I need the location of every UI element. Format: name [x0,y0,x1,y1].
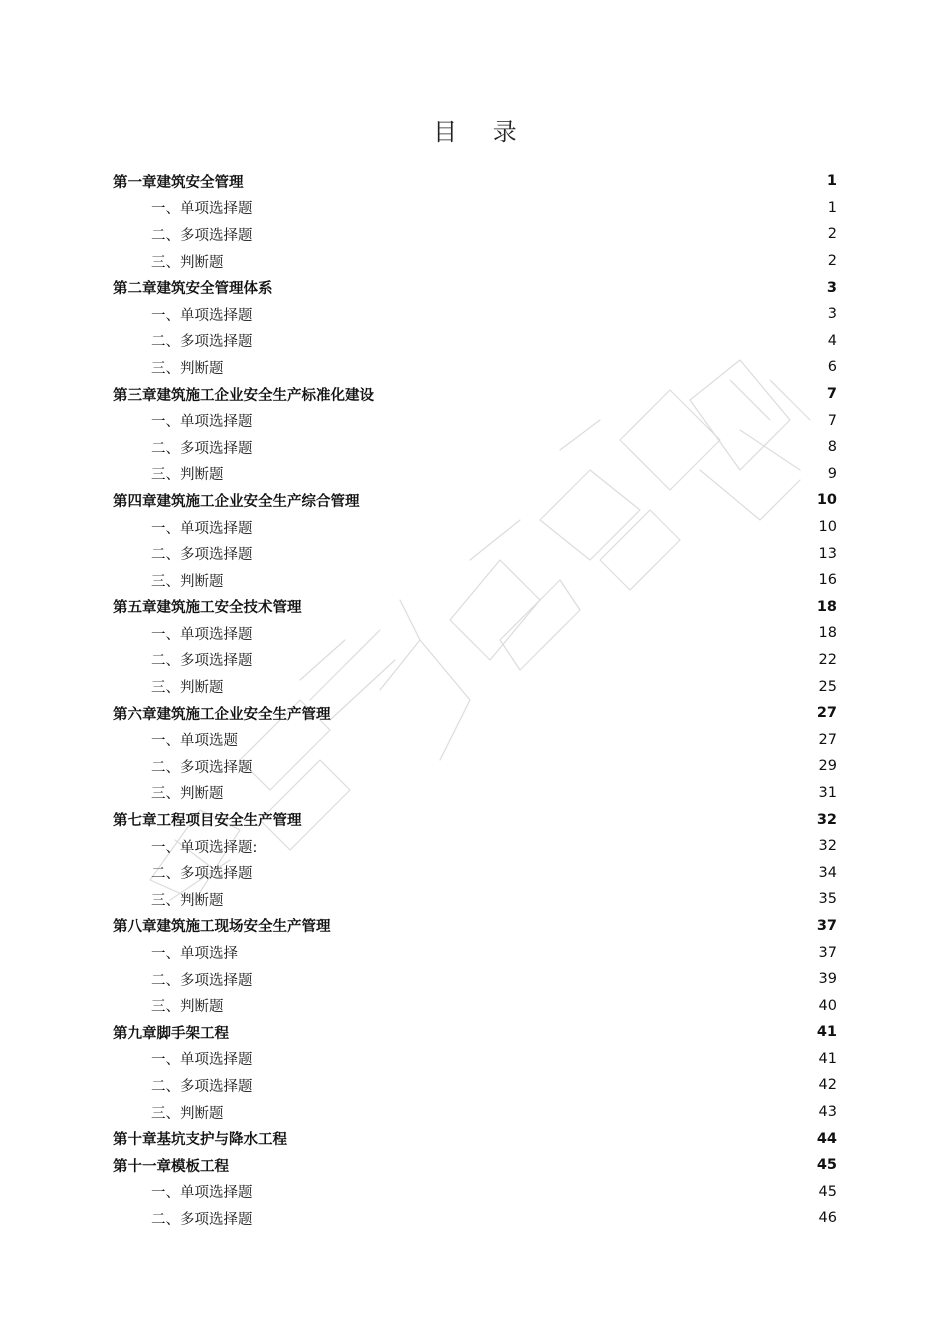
toc-section-entry[interactable] [113,461,837,488]
toc-section-entry[interactable] [113,248,837,275]
toc-entry-label: 第四章建筑施工企业安全生产综合管理 [113,493,360,510]
toc-entry-page-number: 37 [818,944,837,961]
toc-entry-page-number: 13 [818,545,837,562]
toc-section-entry[interactable] [113,301,837,328]
toc-entry-page-number: 9 [827,465,837,482]
toc-entry-page-number: 29 [818,758,837,775]
toc-chapter-entry[interactable] [113,806,837,833]
toc-entry-label: 二、多项选择题 [151,866,253,883]
toc-entry-page-number: 37 [816,917,837,934]
toc-section-entry[interactable] [113,1046,837,1073]
toc-section-entry[interactable] [113,540,837,567]
toc-section-entry[interactable] [113,780,837,807]
toc-entry-page-number: 8 [827,439,837,456]
toc-entry-page-number: 1 [826,173,837,190]
toc-entry-page-number: 10 [818,519,837,536]
toc-entry-page-number: 3 [826,279,837,296]
toc-entry-page-number: 1 [827,199,837,216]
toc-entry-page-number: 43 [818,1104,837,1121]
toc-entry-label: 一、单项选择题 [151,414,253,431]
toc-entry-label: 二、多项选择题 [151,972,253,989]
toc-entry-label: 二、多项选择题 [151,227,253,244]
toc-chapter-entry[interactable] [113,168,837,195]
toc-section-entry[interactable] [113,407,837,434]
toc-entry-page-number: 4 [827,332,837,349]
toc-entry-page-number: 2 [827,253,837,270]
toc-entry-label: 三、判断题 [151,360,224,377]
toc-entry-page-number: 3 [827,306,837,323]
toc-chapter-entry[interactable] [113,700,837,727]
toc-entry-label: 第三章建筑施工企业安全生产标准化建设 [113,387,374,404]
toc-entry-page-number: 32 [816,811,837,828]
toc-section-entry[interactable] [113,939,837,966]
toc-entry-page-number: 41 [818,1050,837,1067]
toc-entry-label: 第七章工程项目安全生产管理 [113,813,302,830]
toc-chapter-entry[interactable] [113,913,837,940]
toc-entry-label: 第八章建筑施工现场安全生产管理 [113,919,331,936]
toc-chapter-entry[interactable] [113,594,837,621]
toc-entry-page-number: 45 [816,1157,837,1174]
toc-entry-page-number: 32 [818,838,837,855]
toc-entry-label: 二、多项选择题 [151,653,253,670]
toc-section-entry[interactable] [113,859,837,886]
toc-entry-label: 一、单项选择 [151,946,238,963]
toc-entry-label: 三、判断题 [151,254,224,271]
toc-entry-label: 二、多项选择题 [151,759,253,776]
toc-entry-label: 一、单项选择题 [151,307,253,324]
toc-entry-page-number: 40 [818,997,837,1014]
toc-entry-page-number: 44 [816,1130,837,1147]
toc-entry-label: 第十章基坑支护与降水工程 [113,1132,287,1149]
toc-entry-label: 三、判断题 [151,1105,224,1122]
toc-entry-label: 二、多项选择题 [151,547,253,564]
toc-entry-label: 二、多项选择题 [151,334,253,351]
toc-section-entry[interactable] [113,753,837,780]
toc-section-entry[interactable] [113,434,837,461]
toc-entry-page-number: 7 [826,386,837,403]
toc-entry-label: 三、判断题 [151,892,224,909]
toc-chapter-entry[interactable] [113,1125,837,1152]
toc-section-entry[interactable] [113,514,837,541]
toc-section-entry[interactable] [113,966,837,993]
toc-entry-page-number: 34 [818,864,837,881]
toc-entry-label: 一、单项选择题 [151,1052,253,1069]
toc-section-entry[interactable] [113,1099,837,1126]
toc-entry-label: 三、判断题 [151,573,224,590]
toc-section-entry[interactable] [113,1072,837,1099]
toc-entry-label: 第一章建筑安全管理 [113,174,244,191]
toc-section-entry[interactable] [113,647,837,674]
toc-entry-page-number: 46 [818,1210,837,1227]
toc-entry-label: 一、单项选题 [151,733,238,750]
toc-section-entry[interactable] [113,992,837,1019]
toc-entry-page-number: 18 [818,625,837,642]
toc-entry-label: 三、判断题 [151,786,224,803]
toc-entry-label: 一、单项选择题 [151,520,253,537]
toc-section-entry[interactable] [113,833,837,860]
toc-section-entry[interactable] [113,1179,837,1206]
toc-section-entry[interactable] [113,726,837,753]
toc-entry-label: 三、判断题 [151,467,224,484]
toc-chapter-entry[interactable] [113,1019,837,1046]
toc-section-entry[interactable] [113,195,837,222]
toc-entry-page-number: 7 [827,412,837,429]
toc-section-entry[interactable] [113,1205,837,1232]
toc-section-entry[interactable] [113,354,837,381]
toc-entry-page-number: 45 [818,1183,837,1200]
toc-entry-label: 一、单项选择题 [151,626,253,643]
toc-entry-page-number: 42 [818,1077,837,1094]
toc-section-entry[interactable] [113,328,837,355]
toc-entry-page-number: 35 [818,891,837,908]
toc-chapter-entry[interactable] [113,1152,837,1179]
toc-entry-label: 第十一章模板工程 [113,1158,229,1175]
toc-section-entry[interactable] [113,221,837,248]
toc-entry-label: 第二章建筑安全管理体系 [113,281,273,298]
toc-entry-page-number: 27 [818,731,837,748]
toc-entry-page-number: 39 [818,971,837,988]
toc-entry-page-number: 6 [827,359,837,376]
toc-entry-page-number: 31 [818,784,837,801]
toc-chapter-entry[interactable] [113,381,837,408]
toc-entry-label: 一、单项选择题 [151,201,253,218]
toc-section-entry[interactable] [113,620,837,647]
toc-chapter-entry[interactable] [113,274,837,301]
toc-entry-label: 三、判断题 [151,680,224,697]
toc-entry-label: 三、判断题 [151,999,224,1016]
toc-entry-page-number: 22 [818,651,837,668]
toc-title: 目 录 [433,118,531,146]
toc-section-entry[interactable] [113,567,837,594]
toc-entry-label: 二、多项选择题 [151,1078,253,1095]
toc-entry-page-number: 41 [816,1024,837,1041]
toc-entry-page-number: 18 [816,598,837,615]
toc-entry-label: 一、单项选择题: [151,839,258,856]
toc-entry-label: 第五章建筑施工安全技术管理 [113,600,302,617]
toc-entry-label: 第九章脚手架工程 [113,1025,229,1042]
toc-entry-page-number: 10 [816,492,837,509]
toc-entry-page-number: 25 [818,678,837,695]
toc-entry-page-number: 27 [816,705,837,722]
toc-section-entry[interactable] [113,886,837,913]
toc-chapter-entry[interactable] [113,487,837,514]
toc-entry-label: 二、多项选择题 [151,440,253,457]
toc-section-entry[interactable] [113,673,837,700]
toc-entry-page-number: 16 [818,572,837,589]
toc-entry-label: 二、多项选择题 [151,1211,253,1228]
toc-list [113,168,837,1232]
toc-entry-label: 第六章建筑施工企业安全生产管理 [113,706,331,723]
toc-entry-label: 一、单项选择题 [151,1185,253,1202]
toc-entry-page-number: 2 [827,226,837,243]
